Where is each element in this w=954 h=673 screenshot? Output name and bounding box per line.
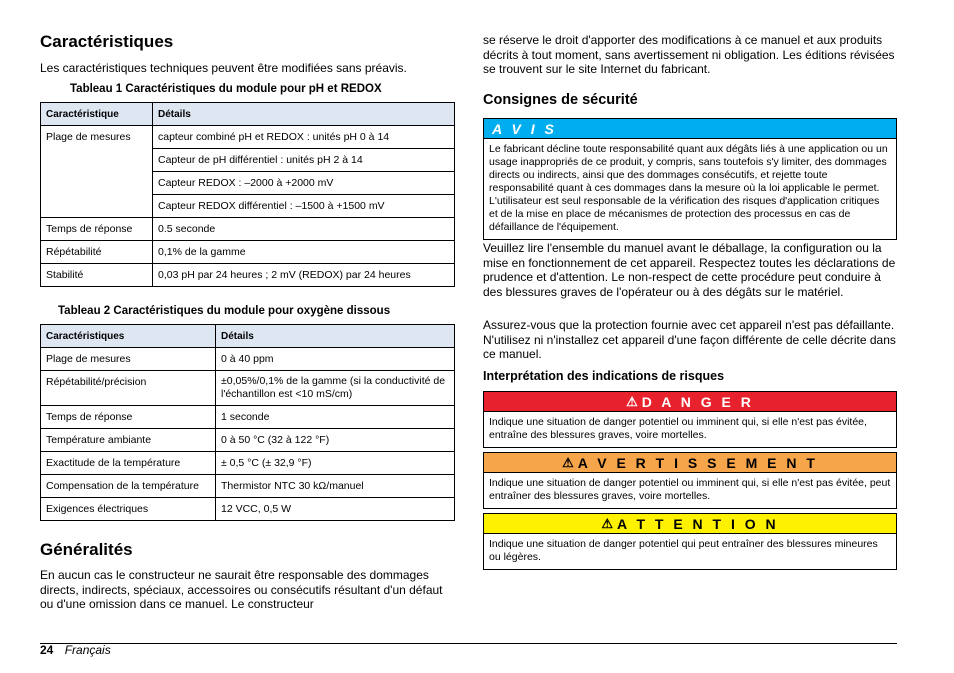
table-cell-label: Temps de réponse [41, 218, 153, 241]
table-row [41, 348, 455, 371]
notice-attention [483, 513, 897, 570]
table-row [41, 429, 455, 452]
table-row [41, 452, 455, 475]
footer-rule [40, 643, 897, 644]
notice-danger-header [484, 392, 896, 412]
table-cell-value: 0 à 40 ppm [216, 348, 455, 371]
notice-attention-label: A T T E N T I O N [616, 515, 779, 532]
table1-header-details: Détails [153, 103, 455, 126]
notice-avis-header [484, 119, 896, 139]
table-cell-label: Compensation de la température [41, 475, 216, 498]
table-cell-value: 0.5 seconde [153, 218, 455, 241]
table1 [40, 102, 455, 287]
table-row [41, 406, 455, 429]
continued-text: se réserve le droit d'apporter des modifications à ce manuel et aux produits décrits à tout moment, sans avertissement ni obligation. Les éditions révisées se trouvent sur le site Internet du fabricant. [483, 33, 895, 76]
specs-intro: Les caractéristiques techniques peuvent être modifiées sans préavis. [40, 61, 407, 75]
table-cell-value: ±0,05%/0,1% de la gamme (si la conductivité de l'échantillon est <10 mS/cm) [216, 371, 455, 406]
table2-header-details: Détails [216, 325, 455, 348]
table-row [41, 498, 455, 521]
generalites-title: Généralités [40, 540, 133, 559]
notice-avertissement-header [484, 453, 896, 473]
notice-danger-label: D A N G E R [641, 393, 754, 410]
table-cell-value: Capteur de pH différentiel : unités pH 2 à 14 [153, 149, 455, 172]
warning-triangle-icon: ⚠ [562, 454, 574, 470]
warning-triangle-icon: ⚠ [601, 515, 613, 531]
table-row [41, 241, 455, 264]
table-cell-value: 0 à 50 °C (32 à 122 °F) [216, 429, 455, 452]
specs-title: Caractéristiques [40, 32, 174, 51]
table-cell-value: capteur combiné pH et REDOX : unités pH 0 à 14 [153, 126, 455, 149]
safety-title: Consignes de sécurité [483, 92, 638, 108]
table-row [41, 475, 455, 498]
table-cell-label: Exigences électriques [41, 498, 216, 521]
notice-avis [483, 118, 897, 240]
table1-caption: Tableau 1 Caractéristiques du module pour pH et REDOX [70, 83, 382, 95]
table-cell-value: 12 VCC, 0,5 W [216, 498, 455, 521]
table1-header-param: Caractéristique [41, 103, 153, 126]
table-row [41, 264, 455, 287]
notice-attention-text: Indique une situation de danger potentiel qui peut entraîner des blessures mineures ou légères. [489, 538, 878, 563]
footer [40, 643, 111, 657]
notice-avertissement-text: Indique une situation de danger potentiel ou imminent qui, si elle n'est pas évitée, peut entraîner des blessures graves, voire mortelles. [489, 477, 891, 502]
table-cell-value: Capteur REDOX : –2000 à +2000 mV [153, 172, 455, 195]
table-row [41, 218, 455, 241]
notice-avertissement [483, 452, 897, 509]
para-protection: Assurez-vous que la protection fournie avec cet appareil n'est pas défaillante. N'utilisez ni n'installez cet appareil d'une façon différente de celle décrite dans ce manuel. [483, 318, 896, 361]
notice-avis-text: Le fabricant décline toute responsabilité quant aux dégâts liés à une application ou un usage inappropriés de ce produit, y compris, sans toutefois s'y limiter, des dommages directs ou indirects, ainsi que des dommages consécutifs, et rejette toute responsabilité quant à ces dommages dans la mesure où la loi applicable le permet. L'utilisateur est seul responsable de la vérification des risques d'application critiques et de la mise en place de mécanismes de protection des processus en cas de défaillance de l'équipement. [489, 143, 888, 233]
table-cell-label: Température ambiante [41, 429, 216, 452]
para-read-manual: Veuillez lire l'ensemble du manuel avant le déballage, la configuration ou la mise en fonctionnement de cet appareil. Respectez toutes les déclarations de prudence et d'attention. Le non-respect de cette procédure peut conduire à des blessures graves de l'opérateur ou à des dégâts sur le matériel. [483, 241, 896, 299]
table-row [41, 371, 455, 406]
table-cell-label: Répétabilité/précision [41, 371, 216, 406]
table2-caption: Tableau 2 Caractéristiques du module pour oxygène dissous [58, 305, 391, 317]
table-cell-label: Temps de réponse [41, 406, 216, 429]
table-cell-value: 0,1% de la gamme [153, 241, 455, 264]
notice-avis-label: A V I S [492, 120, 557, 137]
table-cell-label: Exactitude de la température [41, 452, 216, 475]
table-cell-value: 0,03 pH par 24 heures ; 2 mV (REDOX) par 24 heures [153, 264, 455, 287]
notice-danger [483, 391, 897, 448]
table-cell-value: ± 0,5 °C (± 32,9 °F) [216, 452, 455, 475]
table-cell-value: 1 seconde [216, 406, 455, 429]
table-row [41, 126, 455, 149]
risk-title: Interprétation des indications de risques [483, 369, 725, 383]
warning-triangle-icon: ⚠ [626, 393, 638, 409]
generalites-text: En aucun cas le constructeur ne saurait être responsable des dommages directs, indirects, spéciaux, accessoires ou consécutifs résultant d'un défaut ou d'une omission dans ce manuel. Le constructeur [40, 568, 443, 611]
notice-attention-header [484, 514, 896, 534]
notice-avertissement-label: A V E R T I S S E M E N T [577, 454, 818, 471]
table-cell-value: Capteur REDOX différentiel : –1500 à +1500 mV [153, 195, 455, 218]
table2 [40, 324, 455, 521]
table-cell-label: Stabilité [41, 264, 153, 287]
table2-header-param: Caractéristiques [41, 325, 216, 348]
table-cell-value: Thermistor NTC 30 kΩ/manuel [216, 475, 455, 498]
table-cell-label: Plage de mesures [41, 126, 153, 218]
footer-language: Français [64, 643, 111, 657]
page-number: 24 [40, 643, 54, 657]
table-cell-label: Plage de mesures [41, 348, 216, 371]
table-cell-label: Répétabilité [41, 241, 153, 264]
notice-danger-text: Indique une situation de danger potentiel ou imminent qui, si elle n'est pas évitée, entraîne des blessures graves, voire mortelles. [489, 416, 867, 441]
